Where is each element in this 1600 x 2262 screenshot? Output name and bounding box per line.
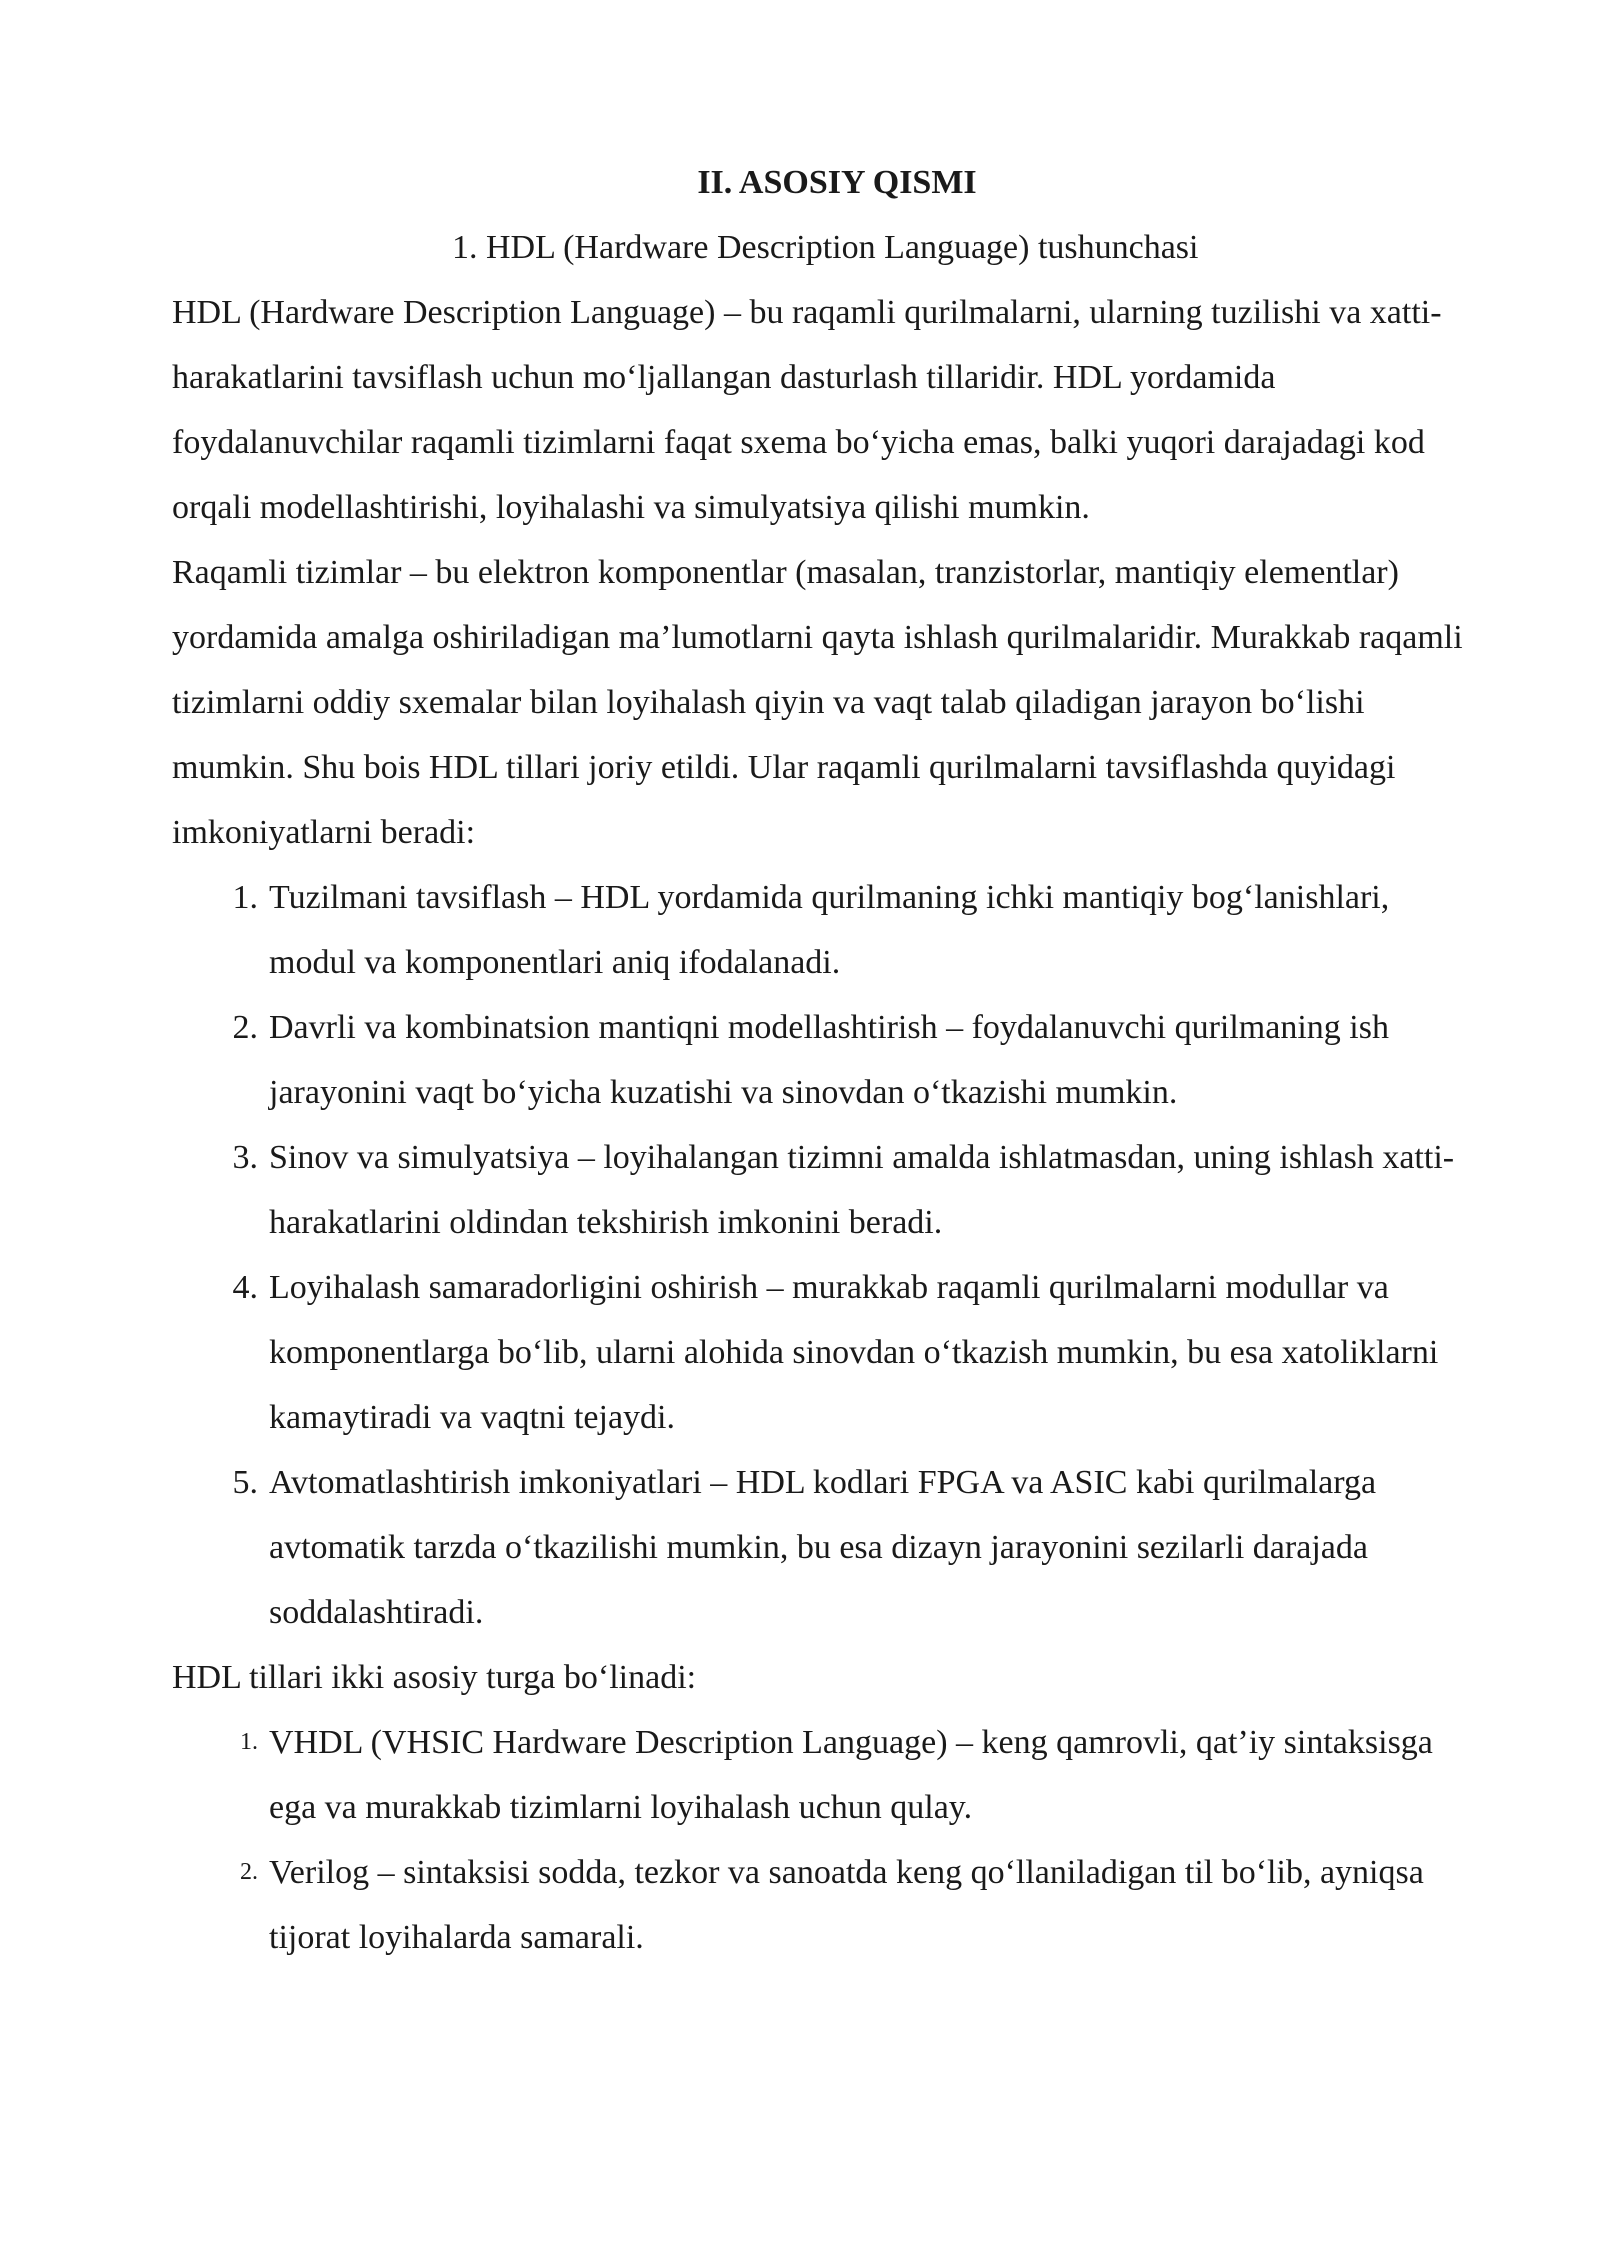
list-text: Tuzilmani tavsiflash – HDL yordamida qurilmaning ichki mantiqiy bog‘lanishlari, modul va komponentlari aniq ifodalanadi.	[269, 879, 1390, 981]
list-item	[172, 1255, 1472, 1450]
section-heading: II. ASOSIY QISMI	[697, 164, 977, 201]
list-text: Avtomatlashtirish imkoniyatlari – HDL kodlari FPGA va ASIC kabi qurilmalarga avtomatik tarzda o‘tkazilishi mumkin, bu esa dizayn jarayonini sezilarli darajada soddalashtiradi.	[269, 1464, 1377, 1631]
list-number: 5.	[232, 1464, 258, 1501]
document-page	[172, 150, 1472, 1970]
list-text: Sinov va simulyatsiya – loyihalangan tizimni amalda ishlatmasdan, uning ishlash xatti-harakatlarini oldindan tekshirish imkonini beradi.	[269, 1139, 1455, 1241]
subsection-heading: 1. HDL (Hardware Description Language) tushunchasi	[452, 229, 1199, 266]
list-text: VHDL (VHSIC Hardware Description Language) – keng qamrovli, qat’iy sintaksisga ega va murakkab tizimlarni loyihalash uchun qulay.	[269, 1724, 1433, 1826]
features-list	[172, 865, 1472, 1645]
list-item	[172, 1450, 1472, 1645]
list-item	[172, 1840, 1472, 1970]
types-list	[172, 1710, 1472, 1970]
list-item	[172, 995, 1472, 1125]
list-number: 2.	[240, 1859, 258, 1885]
list-item	[172, 1710, 1472, 1840]
list-number: 1.	[240, 1729, 258, 1755]
paragraph-digital-systems: Raqamli tizimlar – bu elektron komponentlar (masalan, tranzistorlar, mantiqiy elementlar) yordamida amalga oshiriladigan ma’lumotlarni qayta ishlash qurilmalaridir. Murakkab raqamli tizimlarni oddiy sxemalar bilan loyihalash qiyin va vaqt talab qiladigan jarayon bo‘lishi mumkin. Shu bois HDL tillari joriy etildi. Ular raqamli qurilmalarni tavsiflashda quyidagi imkoniyatlarni beradi:	[172, 554, 1463, 851]
list-text: Loyihalash samaradorligini oshirish – murakkab raqamli qurilmalarni modullar va komponentlarga bo‘lib, ularni alohida sinovdan o‘tkazish mumkin, bu esa xatoliklarni kamaytiradi va vaqtni tejaydi.	[269, 1269, 1439, 1436]
list-number: 3.	[232, 1139, 258, 1176]
list-text: Davrli va kombinatsion mantiqni modellashtirish – foydalanuvchi qurilmaning ish jarayonini vaqt bo‘yicha kuzatishi va sinovdan o‘tkazishi mumkin.	[269, 1009, 1389, 1111]
list-text: Verilog – sintaksisi sodda, tezkor va sanoatda keng qo‘llaniladigan til bo‘lib, ayniqsa tijorat loyihalarda samarali.	[269, 1854, 1424, 1956]
paragraph-hdl-definition: HDL (Hardware Description Language) – bu raqamli qurilmalarni, ularning tuzilishi va xatti-harakatlarini tavsiflash uchun mo‘ljallangan dasturlash tillaridir. HDL yordamida foydalanuvchilar raqamli tizimlarni faqat sxema bo‘yicha emas, balki yuqori darajadagi kod orqali modellashtirishi, loyihalashi va simulyatsiya qilishi mumkin.	[172, 294, 1442, 526]
paragraph-hdl-types: HDL tillari ikki asosiy turga bo‘linadi:	[172, 1659, 697, 1696]
list-number: 1.	[232, 879, 258, 916]
list-number: 2.	[232, 1009, 258, 1046]
list-number: 4.	[232, 1269, 258, 1306]
list-item	[172, 865, 1472, 995]
list-item	[172, 1125, 1472, 1255]
